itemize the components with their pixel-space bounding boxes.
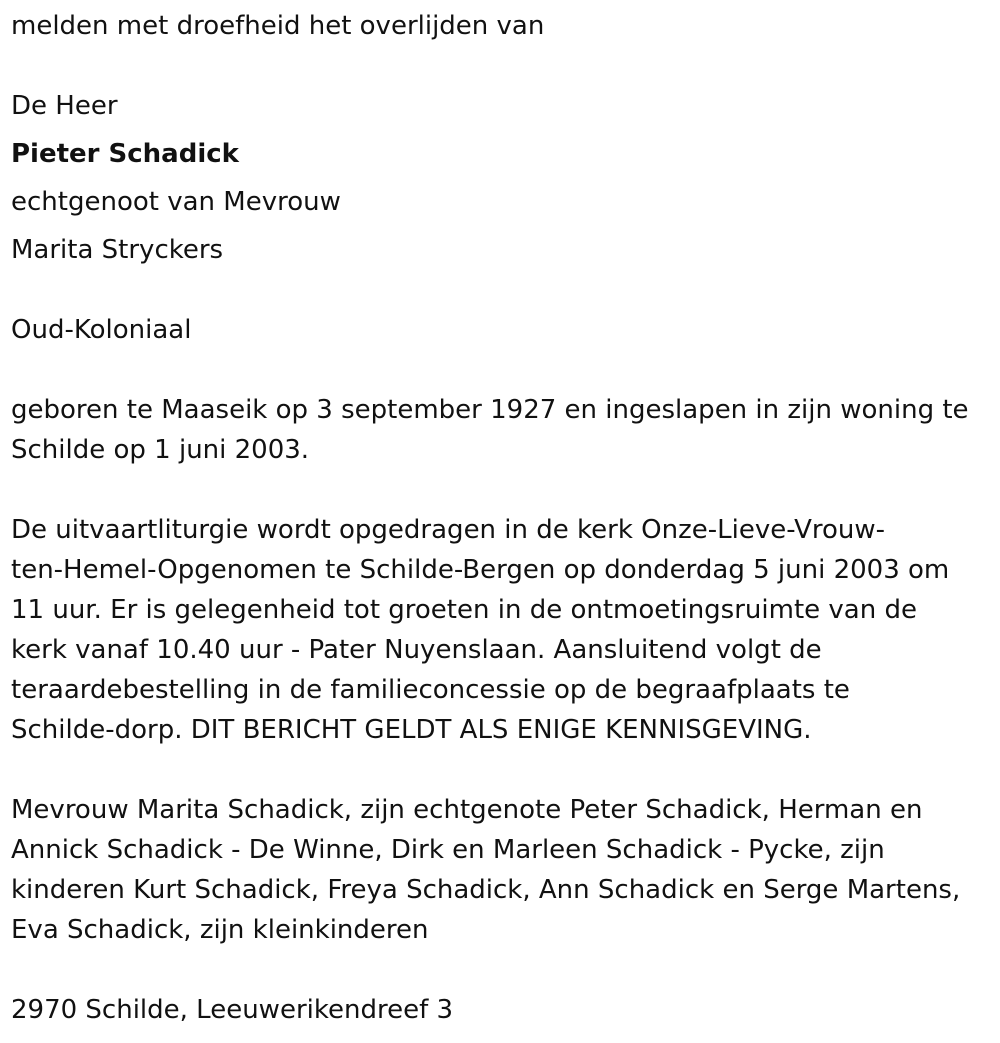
paragraph-line: geboren te Maaseik op 3 september 1927 en ingeslapen in zijn woning te [11,395,969,425]
paragraph-line: Eva Schadick, zijn kleinkinderen [11,915,429,945]
paragraph-line: kerk vanaf 10.40 uur - Pater Nuyenslaan. Aansluitend volgt de [11,635,822,665]
paragraph-line: kinderen Kurt Schadick, Freya Schadick, Ann Schadick en Serge Martens, [11,875,961,905]
deceased-title: Oud-Koloniaal [11,315,192,345]
family-paragraph [11,790,986,950]
birth-death-paragraph [11,390,986,470]
spouse-line-2: Marita Stryckers [11,235,224,265]
paragraph-line: teraardebestelling in de familieconcessie op de begraafplaats te [11,675,850,705]
address: 2970 Schilde, Leeuwerikendreef 3 [11,995,454,1025]
funeral-paragraph [11,510,986,750]
spouse-line-1: echtgenoot van Mevrouw [11,187,341,217]
paragraph-line: 11 uur. Er is gelegenheid tot groeten in de ontmoetingsruimte van de [11,595,917,625]
paragraph-line: Schilde-dorp. DIT BERICHT GELDT ALS ENIGE KENNISGEVING. [11,715,812,745]
paragraph-line: Schilde op 1 juni 2003. [11,435,310,465]
deceased-name: Pieter Schadick [11,139,239,169]
intro-text: melden met droefheid het overlijden van [11,11,545,41]
paragraph-line: ten-Hemel-Opgenomen te Schilde-Bergen op donderdag 5 juni 2003 om [11,555,950,585]
paragraph-line: Mevrouw Marita Schadick, zijn echtgenote Peter Schadick, Herman en [11,795,923,825]
paragraph-line: De uitvaartliturgie wordt opgedragen in de kerk Onze-Lieve-Vrouw- [11,515,886,545]
paragraph-line: Annick Schadick - De Winne, Dirk en Marleen Schadick - Pycke, zijn [11,835,885,865]
salutation: De Heer [11,91,118,121]
